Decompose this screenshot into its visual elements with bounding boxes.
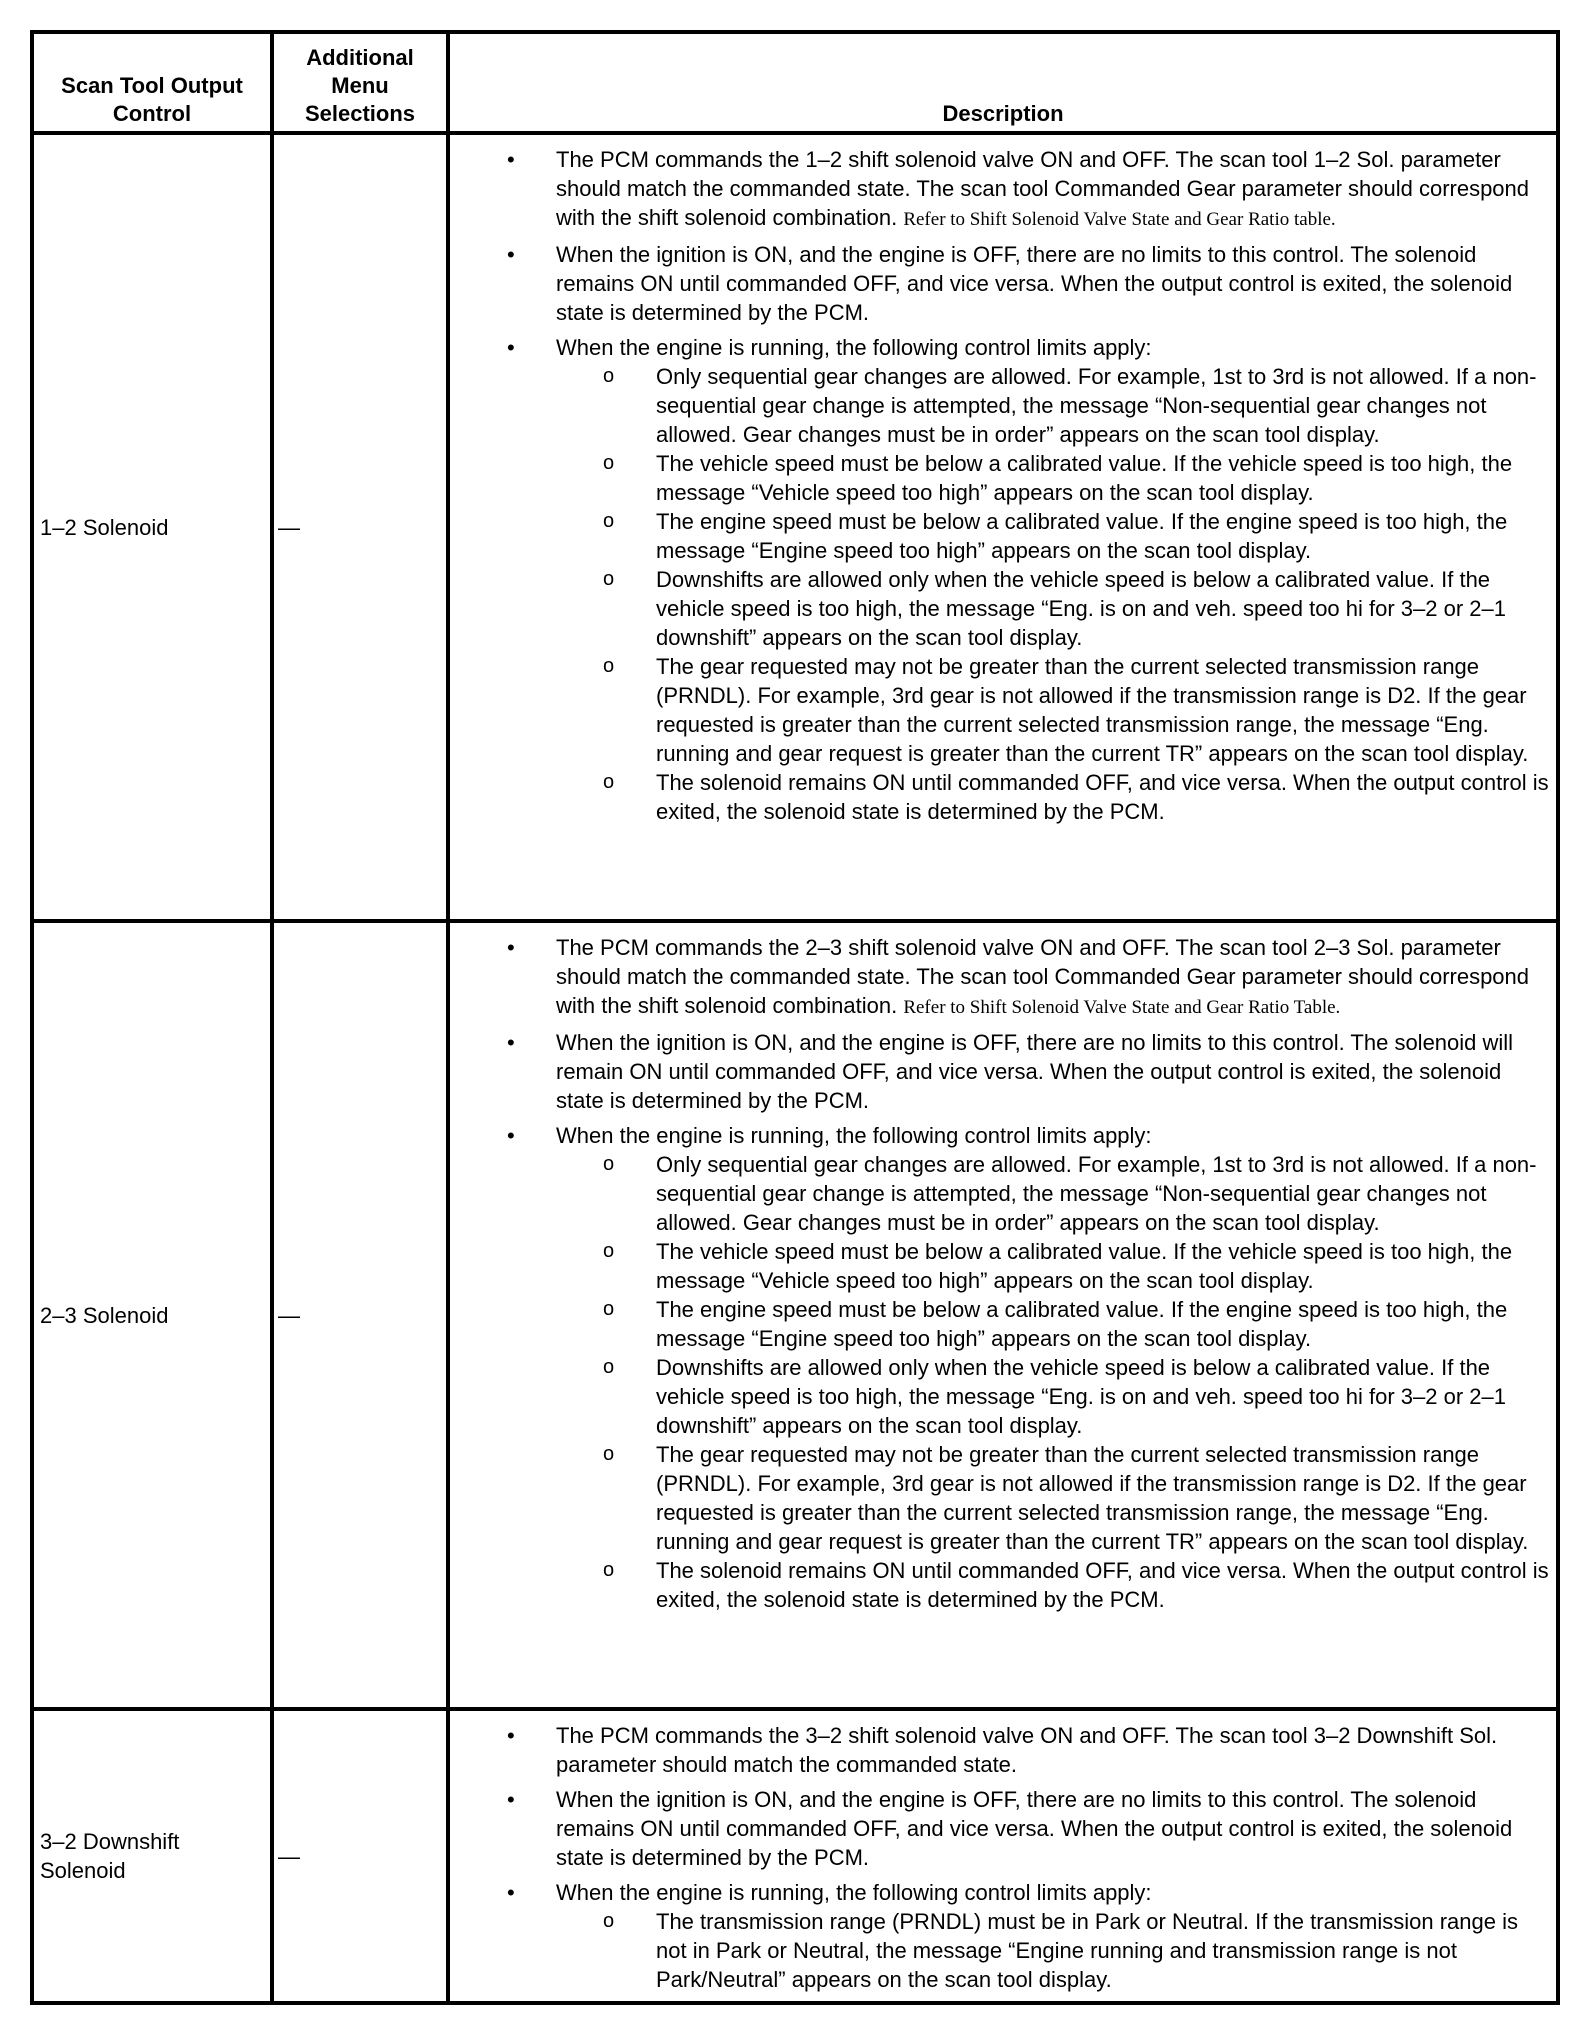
bullet-icon: • (507, 1787, 515, 1812)
control-cell: 1–2 Solenoid (32, 133, 272, 921)
circle-bullet-icon: o (603, 1153, 615, 1175)
table-row (32, 921, 1558, 1709)
bullet-icon: • (507, 1030, 515, 1055)
list-item: • The PCM commands the 2–3 shift solenoid valve ON and OFF. The scan tool 2–3 Sol. parameter should match the commanded state. The scan tool Commanded Gear parameter should correspond with the shift solenoid combination. Refer to Shift Solenoid Valve State and Gear Ratio Table. (507, 935, 1530, 1018)
circle-bullet-icon: o (603, 771, 615, 793)
sub-list-item: o The gear requested may not be greater than the current selected transmission range (PRNDL). For example, 3rd gear is not allowed if the transmission range is D2. If the gear requested is greater than the current selected transmission range, the message “Eng. running and gear request is greater than the current TR” appears on the scan tool display. (603, 1442, 1529, 1554)
bullet-list (450, 933, 1550, 1614)
menu-cell: — (272, 1709, 448, 2003)
reference-note: Refer to Shift Solenoid Valve State and Gear Ratio table. (903, 209, 1336, 230)
bullet-icon: • (507, 335, 515, 360)
bullet-icon: • (507, 1880, 515, 1905)
list-item: • The PCM commands the 3–2 shift solenoid valve ON and OFF. The scan tool 3–2 Downshift Sol. parameter should match the commanded state. (507, 1723, 1498, 1777)
description-cell (448, 1709, 1558, 2003)
list-item: • When the ignition is ON, and the engine is OFF, there are no limits to this control. The solenoid remains ON until commanded OFF, and vice versa. When the output control is exited, the solenoid state is determined by the PCM. (507, 1787, 1513, 1870)
circle-bullet-icon: o (603, 1240, 615, 1262)
circle-bullet-icon: o (603, 568, 615, 590)
circle-bullet-icon: o (603, 510, 615, 532)
list-item: • When the ignition is ON, and the engine is OFF, there are no limits to this control. The solenoid will remain ON until commanded OFF, and vice versa. When the output control is exited, the solenoid state is determined by the PCM. (507, 1030, 1514, 1113)
bullet-icon: • (507, 1723, 515, 1748)
sub-list-item: o The solenoid remains ON until commanded OFF, and vice versa. When the output control is exited, the solenoid state is determined by the PCM. (603, 1558, 1549, 1612)
sub-list-item: o The solenoid remains ON until commanded OFF, and vice versa. When the output control is exited, the solenoid state is determined by the PCM. (603, 770, 1549, 824)
list-item: • The PCM commands the 1–2 shift solenoid valve ON and OFF. The scan tool 1–2 Sol. parameter should match the commanded state. The scan tool Commanded Gear parameter should correspond with the shift solenoid combination. Refer to Shift Solenoid Valve State and Gear Ratio table. (507, 147, 1530, 230)
list-item: • When the engine is running, the following control limits apply: o Only sequential gear changes are allowed. For example, 1st to 3rd is not allowed. If a non-sequential gear change is attempted, the message “Non-sequential gear changes not allowed. Gear changes must be in order” appears on the scan tool display. o The vehicle speed must be below a calibrated value. If the vehicle speed is too high, the message “Vehicle speed too high” appears on the scan tool display. o The engine speed must be below a calibrated value. If the engine speed is too high, the message “Engine speed too high” appears on the scan tool display. o Downshifts are allowed only when the vehicle speed is below a calibrated value. If the vehicle speed is too high, the message “Eng. is on and veh. speed too hi for 3–2 or 2–1 downshift” appears on the scan tool display. o The gear requested may not be greater than the current selected transmission range (PRNDL). For example, 3rd gear is not allowed if the transmission range is D2. If the gear requested is greater than the current selected transmission range, the message “Eng. running and gear request is greater than the current TR” appears on the scan tool display. o The solenoid remains ON until commanded OFF, and vice versa. When the output control is exited, the solenoid state is determined by the PCM. (507, 1123, 1549, 1612)
output-control-table (30, 30, 1560, 2005)
circle-bullet-icon: o (603, 365, 615, 387)
bullet-icon: • (507, 935, 515, 960)
reference-note: Refer to Shift Solenoid Valve State and Gear Ratio Table. (903, 997, 1341, 1018)
description-cell (448, 133, 1558, 921)
header-control: Scan Tool Output Control (32, 32, 272, 133)
header-description: Description (448, 32, 1558, 133)
bullet-list (450, 1721, 1550, 1994)
list-item: • When the engine is running, the following control limits apply: o The transmission range (PRNDL) must be in Park or Neutral. If the transmission range is not in Park or Neutral, the message “Engine running and transmission range is not Park/Neutral” appears on the scan tool display. (556, 1878, 1550, 1994)
header-row (32, 32, 1558, 133)
sub-list (556, 1150, 1550, 1614)
sub-list-item: o Downshifts are allowed only when the vehicle speed is below a calibrated value. If the vehicle speed is too high, the message “Eng. is on and veh. speed too hi for 3–2 or 2–1 downshift” appears on the scan tool display. (603, 567, 1506, 650)
circle-bullet-icon: o (603, 1298, 615, 1320)
table-row (32, 133, 1558, 921)
circle-bullet-icon: o (603, 452, 615, 474)
list-item: • When the ignition is ON, and the engine is OFF, there are no limits to this control. The solenoid remains ON until commanded OFF, and vice versa. When the output control is exited, the solenoid state is determined by the PCM. (507, 242, 1513, 325)
menu-cell: — (272, 921, 448, 1709)
sub-list-item: o The gear requested may not be greater than the current selected transmission range (PRNDL). For example, 3rd gear is not allowed if the transmission range is D2. If the gear requested is greater than the current selected transmission range, the message “Eng. running and gear request is greater than the current TR” appears on the scan tool display. (603, 654, 1529, 766)
circle-bullet-icon: o (603, 1356, 615, 1378)
bullet-icon: • (507, 242, 515, 267)
bullet-icon: • (507, 147, 515, 172)
sub-list-item: o The vehicle speed must be below a calibrated value. If the vehicle speed is too high, the message “Vehicle speed too high” appears on the scan tool display. (603, 451, 1513, 505)
sub-list-item: o The vehicle speed must be below a calibrated value. If the vehicle speed is too high, the message “Vehicle speed too high” appears on the scan tool display. (603, 1239, 1513, 1293)
sub-list-item: o Downshifts are allowed only when the vehicle speed is below a calibrated value. If the vehicle speed is too high, the message “Eng. is on and veh. speed too hi for 3–2 or 2–1 downshift” appears on the scan tool display. (603, 1355, 1506, 1438)
table-row (32, 1709, 1558, 2003)
control-cell: 3–2 Downshift Solenoid (32, 1709, 272, 2003)
circle-bullet-icon: o (603, 1559, 615, 1581)
sub-list (556, 1907, 1550, 1994)
sub-list-item: o Only sequential gear changes are allowed. For example, 1st to 3rd is not allowed. If a non-sequential gear change is attempted, the message “Non-sequential gear changes not allowed. Gear changes must be in order” appears on the scan tool display. (603, 364, 1537, 447)
control-cell: 2–3 Solenoid (32, 921, 272, 1709)
sub-list-item: o The transmission range (PRNDL) must be in Park or Neutral. If the transmission range is not in Park or Neutral, the message “Engine running and transmission range is not Park/Neutral” appears on the scan tool display. (603, 1909, 1518, 1992)
sub-list (556, 362, 1550, 826)
circle-bullet-icon: o (603, 1443, 615, 1465)
bullet-list (450, 145, 1550, 826)
circle-bullet-icon: o (603, 655, 615, 677)
sub-list-item: o The engine speed must be below a calibrated value. If the engine speed is too high, the message “Engine speed too high” appears on the scan tool display. (603, 509, 1508, 563)
list-item: • When the engine is running, the following control limits apply: o Only sequential gear changes are allowed. For example, 1st to 3rd is not allowed. If a non-sequential gear change is attempted, the message “Non-sequential gear changes not allowed. Gear changes must be in order” appears on the scan tool display. o The vehicle speed must be below a calibrated value. If the vehicle speed is too high, the message “Vehicle speed too high” appears on the scan tool display. o The engine speed must be below a calibrated value. If the engine speed is too high, the message “Engine speed too high” appears on the scan tool display. o Downshifts are allowed only when the vehicle speed is below a calibrated value. If the vehicle speed is too high, the message “Eng. is on and veh. speed too hi for 3–2 or 2–1 downshift” appears on the scan tool display. o The gear requested may not be greater than the current selected transmission range (PRNDL). For example, 3rd gear is not allowed if the transmission range is D2. If the gear requested is greater than the current selected transmission range, the message “Eng. running and gear request is greater than the current TR” appears on the scan tool display. o The solenoid remains ON until commanded OFF, and vice versa. When the output control is exited, the solenoid state is determined by the PCM. (507, 335, 1549, 824)
bullet-icon: • (507, 1123, 515, 1148)
circle-bullet-icon: o (603, 1910, 615, 1932)
sub-list-item: o Only sequential gear changes are allowed. For example, 1st to 3rd is not allowed. If a non-sequential gear change is attempted, the message “Non-sequential gear changes not allowed. Gear changes must be in order” appears on the scan tool display. (603, 1152, 1537, 1235)
sub-list-item: o The engine speed must be below a calibrated value. If the engine speed is too high, the message “Engine speed too high” appears on the scan tool display. (603, 1297, 1508, 1351)
header-menu-selections: Additional Menu Selections (272, 32, 448, 133)
menu-cell: — (272, 133, 448, 921)
description-cell (448, 921, 1558, 1709)
